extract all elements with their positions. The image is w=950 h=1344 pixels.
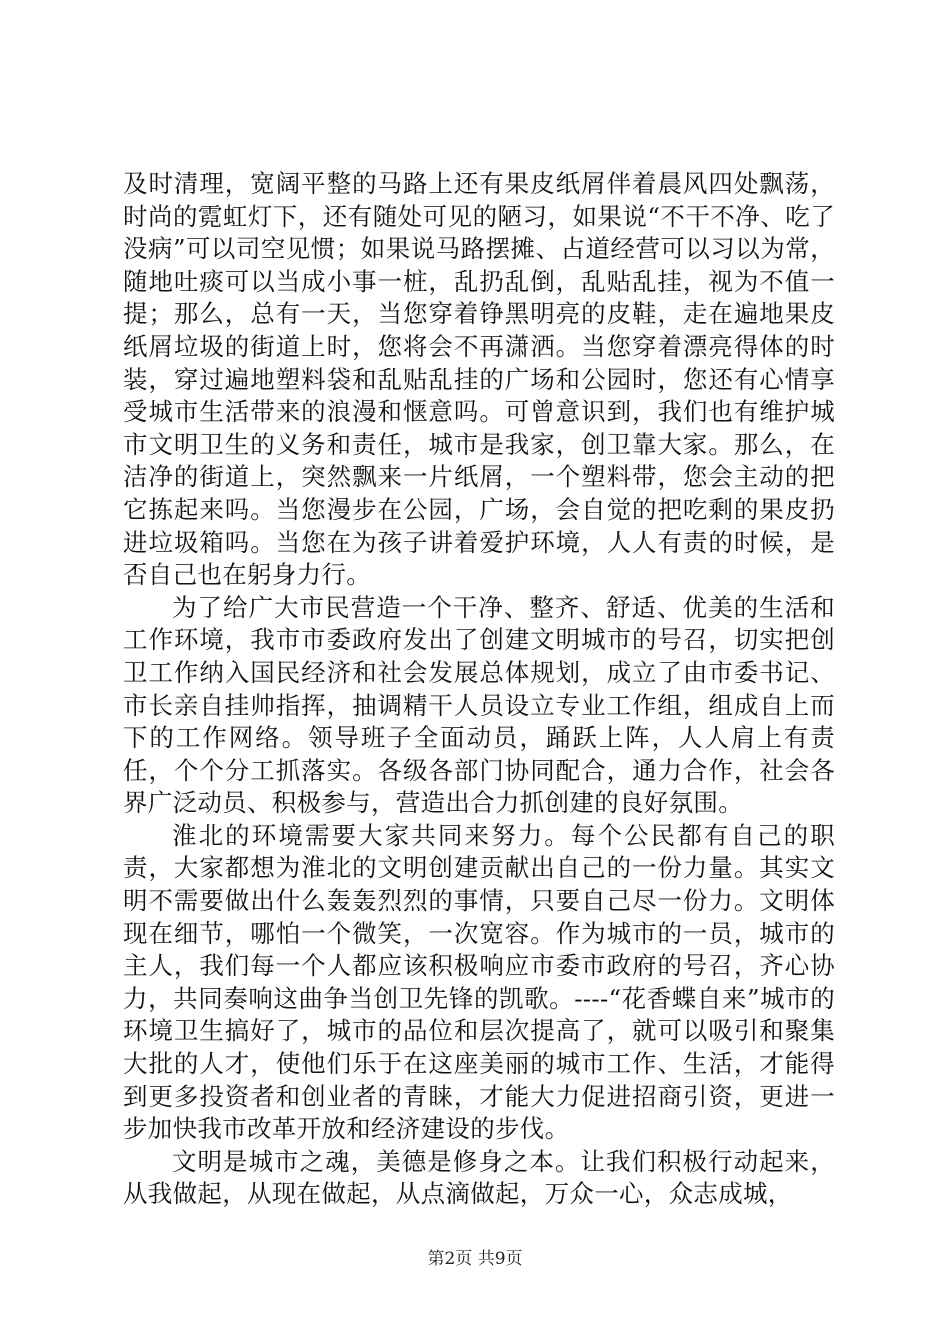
document-body [123, 168, 835, 1211]
paragraph-2: 为了给广大市民营造一个干净、整齐、舒适、优美的生活和工作环境，我市市委政府发出了创建文明城市的号召，切实把创卫工作纳入国民经济和社会发展总体规划，成立了由市委书记、市长亲自挂帅指挥，抽调精干人员设立专业工作组，组成自上而下的工作网络。领导班子全面动员，踊跃上阵，人人肩上有责任，个个分工抓落实。各级各部门协同配合，通力合作，社会各界广泛动员、积极参与，营造出合力抓创建的良好氛围。 [123, 592, 835, 818]
paragraph-3: 淮北的环境需要大家共同来努力。每个公民都有自己的职责，大家都想为淮北的文明创建贡献出自己的一份力量。其实文明不需要做出什么轰轰烈烈的事情，只要自己尽一份力。文明体现在细节，哪怕一个微笑，一次宽容。作为城市的一员，城市的主人，我们每一个人都应该积极响应市委市政府的号召，齐心协力，共同奏响这曲争当创卫先锋的凯歌。----“花香蝶自来”城市的环境卫生搞好了，城市的品位和层次提高了，就可以吸引和聚集大批的人才，使他们乐于在这座美丽的城市工作、生活，才能得到更多投资者和创业者的青睐，才能大力促进招商引资，更进一步加快我市改革开放和经济建设的步伐。 [123, 820, 835, 1144]
page-number-footer: 第2页 共9页 [427, 1249, 523, 1269]
paragraph-4: 文明是城市之魂，美德是修身之本。让我们积极行动起来，从我做起，从现在做起，从点滴做起，万众一心，众志成城， [123, 1146, 835, 1209]
paragraph-1: 及时清理，宽阔平整的马路上还有果皮纸屑伴着晨风四处飘荡，时尚的霓虹灯下，还有随处可见的陋习，如果说“不干不净、吃了没病”可以司空见惯；如果说马路摆摊、占道经营可以习以为常，随地吐痰可以当成小事一桩，乱扔乱倒，乱贴乱挂，视为不值一提；那么，总有一天，当您穿着铮黑明亮的皮鞋，走在遍地果皮纸屑垃圾的街道上时，您将会不再潇洒。当您穿着漂亮得体的时装，穿过遍地塑料袋和乱贴乱挂的广场和公园时，您还有心情享受城市生活带来的浪漫和惬意吗。可曾意识到，我们也有维护城市文明卫生的义务和责任，城市是我家，创卫靠大家。那么，在洁净的街道上，突然飘来一片纸屑，一个塑料带，您会主动的把它拣起来吗。当您漫步在公园，广场，会自觉的把吃剩的果皮扔进垃圾箱吗。当您在为孩子讲着爱护环境，人人有责的时候，是否自己也在躬身力行。 [123, 169, 835, 590]
